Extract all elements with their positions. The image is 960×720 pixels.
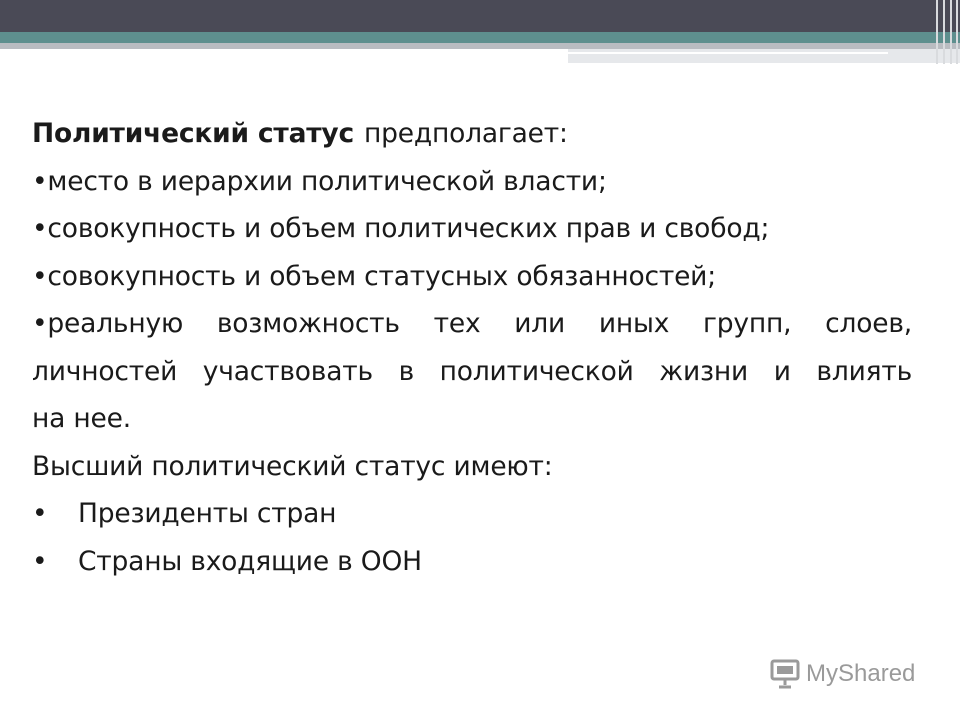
header-band-dark [0, 0, 960, 32]
bullet-item: •совокупность и объем статусных обязанностей; [32, 260, 716, 292]
bullet-dot-icon: • [32, 545, 48, 577]
header-stripes [932, 0, 960, 64]
slide-body [32, 110, 912, 585]
header-accent-line [568, 52, 888, 54]
bullet-item: •совокупность и объем политических прав и свобод; [32, 213, 770, 244]
sub-item-label: Страны входящие в ООН [78, 545, 422, 577]
sub-list-item [32, 490, 912, 538]
slide-heading [32, 110, 912, 158]
bullet-item-long-line2: личностей участвовать в политической жизни и влиять [32, 355, 912, 387]
presentation-screen-icon [768, 657, 802, 691]
header-band-teal [0, 32, 960, 43]
bullet-item-long-line1: •реальную возможность тех или иных групп, слоев, [32, 308, 912, 339]
sub-list-item [32, 538, 912, 586]
slide-subheading: Высший политический статус имеют: [32, 450, 553, 482]
heading-bold-text: Политический статус [32, 118, 355, 149]
heading-rest-text: предполагает: [364, 118, 568, 149]
watermark-text: MyShared [806, 660, 916, 687]
bullet-item: •место в иерархии политической власти; [32, 165, 607, 197]
sub-item-label: Президенты стран [78, 498, 337, 529]
bullet-item-long-line3: на нее. [32, 403, 131, 434]
bullet-dot-icon: • [32, 498, 48, 529]
watermark-logo [768, 656, 915, 692]
